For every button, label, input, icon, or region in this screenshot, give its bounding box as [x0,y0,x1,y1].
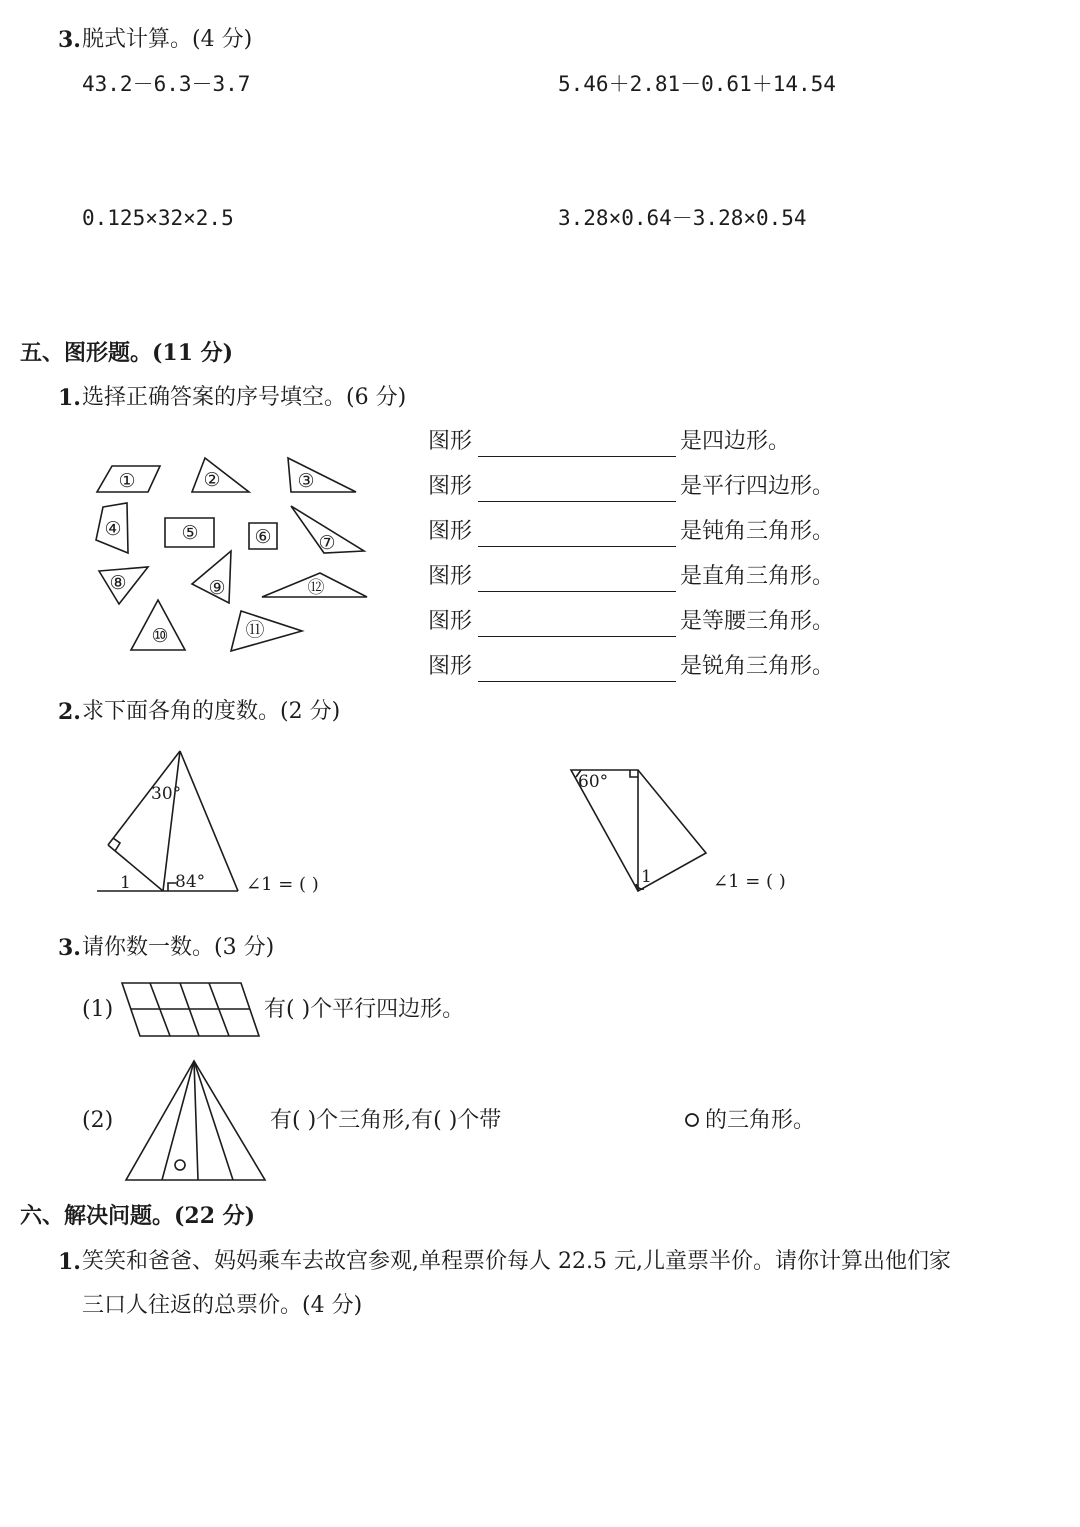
shape-label: ⑩ [151,625,169,647]
q3-title: 脱式计算。(4 分) [82,27,253,52]
angle1-answer-fig2[interactable]: ∠1 = ( ) [713,871,786,892]
row-prefix: 图形 [428,519,473,544]
row-suffix: 是等腰三角形。 [680,609,835,634]
section-5-title: 五、图形题。(11 分) [20,340,234,366]
part-2-label: (2) [82,1108,114,1133]
s5q2-number: 2. [58,699,81,725]
s5q1-number: 1. [58,385,81,411]
angle-60-label: 60° [578,772,609,792]
part-2-question-a: 有( )个三角形,有( )个带 [270,1108,502,1133]
shape-label: ⑪ [245,619,265,641]
part-1-label: (1) [82,997,114,1022]
shape-label: ⑫ [307,578,325,598]
expression-3: 0.125×32×2.5 [82,206,234,230]
shape-label: ⑧ [109,572,127,594]
expression-2: 5.46＋2.81－0.61＋14.54 [558,72,836,96]
s5q3-number: 3. [58,935,81,961]
s6q1-line1: 笑笑和爸爸、妈妈乘车去故宫参观,单程票价每人 22.5 元,儿童票半价。请你计算出他们家 [82,1249,951,1274]
shape-label: ⑥ [254,526,272,548]
shape-label: ① [118,470,136,492]
row-prefix: 图形 [428,429,473,454]
expression-1: 43.2－6.3－3.7 [82,72,251,96]
angle-1-label: 1 [641,867,652,887]
angle-30-label: 30° [151,784,182,804]
row-suffix: 是直角三角形。 [680,564,835,589]
row-prefix: 图形 [428,474,473,499]
angle1-answer-fig1[interactable]: ∠1 = ( ) [246,874,319,895]
part-2-question-b: 的三角形。 [705,1108,816,1133]
s5q1-title: 选择正确答案的序号填空。(6 分) [82,385,407,410]
s6q1-number: 1. [58,1249,81,1275]
shape-label: ② [203,469,221,491]
angle-84-label: 84° [175,872,206,892]
part-1-question: 有( )个平行四边形。 [264,997,465,1022]
shape-label: ③ [297,470,315,492]
row-suffix: 是锐角三角形。 [680,654,835,679]
angle-1-label: 1 [120,873,131,893]
row-suffix: 是四边形。 [680,429,791,454]
row-prefix: 图形 [428,564,473,589]
row-suffix: 是钝角三角形。 [680,519,835,544]
s6q1-line2: 三口人往返的总票价。(4 分) [82,1293,363,1318]
s5q3-title: 请你数一数。(3 分) [82,935,275,960]
star-mark-icon [175,1160,185,1170]
q3-number: 3. [58,27,81,53]
shape-label: ⑦ [318,532,336,554]
row-prefix: 图形 [428,654,473,679]
shape-label: ⑨ [208,577,226,599]
s5q2-title: 求下面各角的度数。(2 分) [82,699,341,724]
row-suffix: 是平行四边形。 [680,474,835,499]
section-6-title: 六、解决问题。(22 分) [20,1203,256,1229]
shape-label: ④ [104,518,122,540]
shape-label: ⑤ [181,522,199,544]
row-prefix: 图形 [428,609,473,634]
expression-4: 3.28×0.64－3.28×0.54 [558,206,807,230]
star-mark-icon [686,1114,698,1126]
